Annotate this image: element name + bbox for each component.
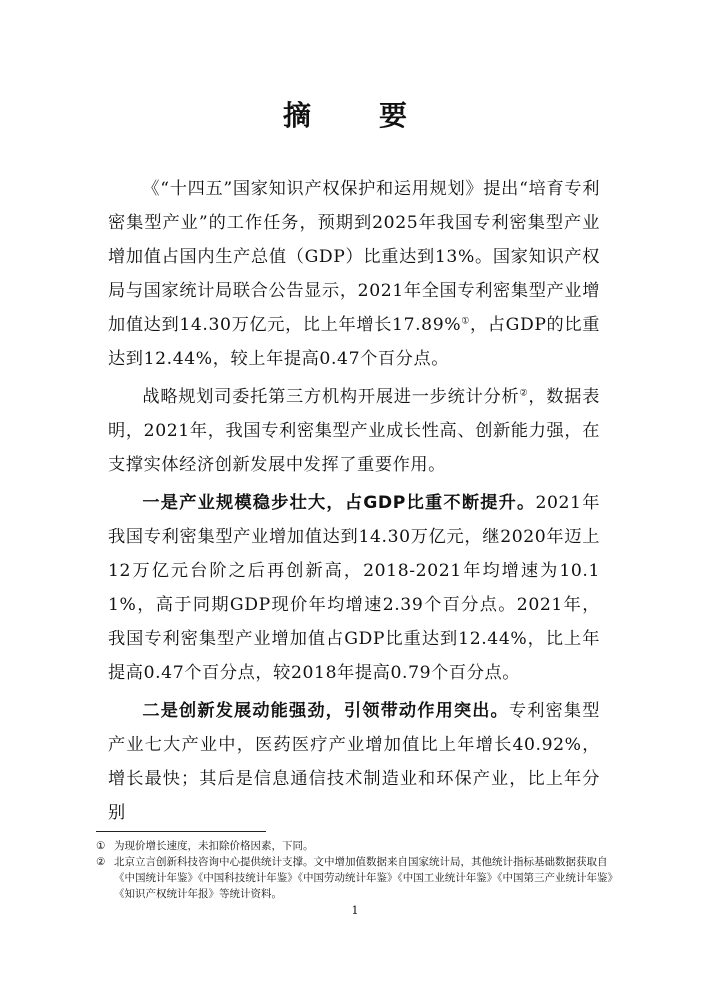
paragraph-1 <box>108 172 600 376</box>
footnote-ref-2[interactable]: ② <box>519 388 529 399</box>
footnote-divider <box>96 831 266 832</box>
footnote-item <box>96 854 616 902</box>
footnote-text: 为现价增长速度，未扣除价格因素，下同。 <box>114 840 314 852</box>
footnote-text: 北京立言创新科技咨询中心提供统计支撑。文中增加值数据来自国家统计局，其他统计指标基础数据获取自《中国统计年鉴》《中国科技统计年鉴》《中国劳动统计年鉴》《中国工业统计年鉴》《中国第三产业统计年鉴》《知识产权统计年报》等统计资料。 <box>114 856 613 900</box>
paragraph-2 <box>108 380 600 482</box>
abstract-body <box>108 172 600 834</box>
footnote-mark: ① <box>96 840 106 852</box>
page-title: 摘 要 <box>282 99 427 132</box>
paragraph-tail: ，占GDP的比重达到12.44%，较上年提高0.47个百分点。 <box>108 315 600 369</box>
paragraph-tail: ，数据表明，2021年，我国专利密集型产业成长性高、创新能力强，在支撑实体经济创新发展中发挥了重要作用。 <box>108 387 601 475</box>
paragraph-lead: 一是产业规模稳步壮大，占GDP比重不断提升。 <box>142 493 536 513</box>
paragraph-4 <box>108 694 600 830</box>
paragraph-text: 专利密集型产业七大产业中，医药医疗产业增加值比上年增长40.92%，增长最快；其后是信息通信技术制造业和环保产业，比上年分别 <box>108 701 600 823</box>
paragraph-3 <box>108 486 600 690</box>
paragraph-text: 战略规划司委托第三方机构开展进一步统计分析 <box>142 387 520 407</box>
footnote-item <box>96 838 616 854</box>
page-number: 1 <box>351 904 359 917</box>
footnote-mark: ② <box>96 856 106 868</box>
paragraph-text: 《“十四五”国家知识产权保护和运用规划》提出“培育专利密集型产业”的工作任务，预期到2025年我国专利密集型产业增加值占国内生产总值（GDP）比重达到13%。国家知识产权局与国家统计局联合公告显示，2021年全国专利密集型产业增加值达到14.30万亿元，比上年增长17.89% <box>108 179 600 335</box>
footnotes <box>96 838 616 902</box>
footnote-ref-1[interactable]: ① <box>461 316 470 327</box>
paragraph-lead: 二是创新发展动能强劲，引领带动作用突出。 <box>142 701 509 721</box>
paragraph-text: 2021年我国专利密集型产业增加值达到14.30万亿元，继2020年迈上12万亿元台阶之后再创新高，2018-2021年均增速为10.11%，高于同期GDP现价年均增速2.39个百分点。2021年，我国专利密集型产业增加值占GDP比重达到12.44%，比上年提高0.47个百分点，较2018年提高0.79个百分点。 <box>108 493 600 683</box>
